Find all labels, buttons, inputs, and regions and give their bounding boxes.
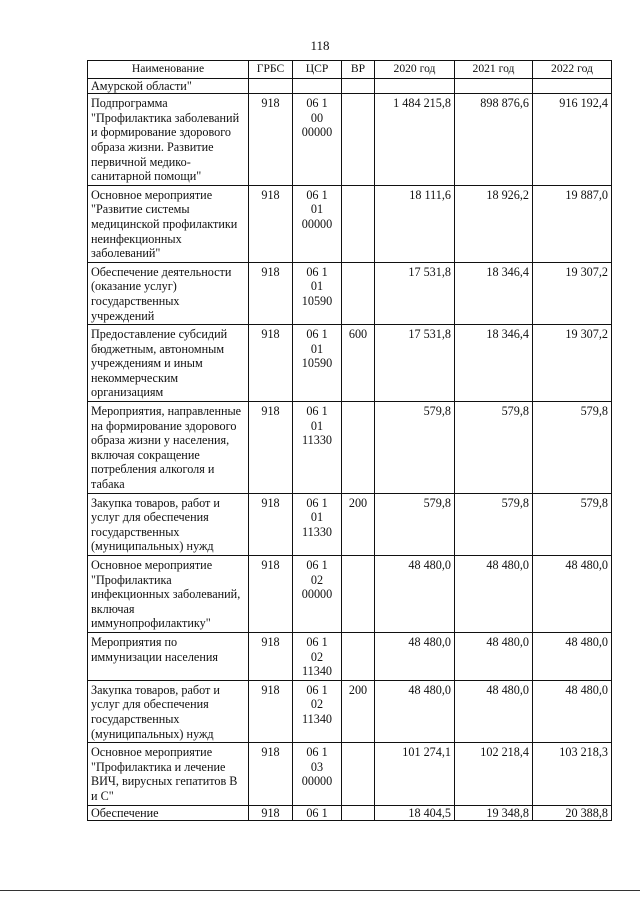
- cell-vr: 600: [342, 325, 375, 402]
- cell-name: Амурской области": [88, 78, 249, 94]
- cell-2020: 17 531,8: [375, 325, 455, 402]
- cell-grbs: 918: [249, 556, 293, 633]
- cell-csr: [293, 78, 342, 94]
- cell-name: Основное мероприятие "Развитие системы медицинской профилактики неинфекционных заболеваний": [88, 185, 249, 262]
- cell-2022: 48 480,0: [533, 556, 612, 633]
- cell-name: Закупка товаров, работ и услуг для обеспечения государственных (муниципальных) нужд: [88, 680, 249, 742]
- cell-vr: [342, 78, 375, 94]
- cell-name: Основное мероприятие "Профилактика и лечение ВИЧ, вирусных гепатитов В и С": [88, 743, 249, 805]
- cell-2022: 48 480,0: [533, 680, 612, 742]
- cell-grbs: 918: [249, 402, 293, 494]
- table-row: [88, 262, 612, 324]
- header-vr: ВР: [342, 61, 375, 79]
- table-header-row: [88, 61, 612, 79]
- cell-csr: 06 1: [293, 805, 342, 821]
- cell-2021: 18 926,2: [455, 185, 533, 262]
- cell-2022: 20 388,8: [533, 805, 612, 821]
- cell-name: Подпрограмма "Профилактика заболеваний и формирование здорового образа жизни. Развитие первичной медико-санитарной помощи": [88, 94, 249, 186]
- cell-csr: 06 1 01 11330: [293, 402, 342, 494]
- table-row: [88, 805, 612, 821]
- cell-2022: 19 887,0: [533, 185, 612, 262]
- table-row: [88, 493, 612, 555]
- cell-vr: [342, 94, 375, 186]
- cell-vr: [342, 632, 375, 680]
- table-row: [88, 94, 612, 186]
- cell-2021: 579,8: [455, 493, 533, 555]
- cell-2021: 18 346,4: [455, 262, 533, 324]
- cell-2020: 18 404,5: [375, 805, 455, 821]
- cell-2022: 103 218,3: [533, 743, 612, 805]
- cell-2021: 898 876,6: [455, 94, 533, 186]
- cell-grbs: 918: [249, 743, 293, 805]
- cell-csr: 06 1 01 11330: [293, 493, 342, 555]
- cell-2022: 19 307,2: [533, 262, 612, 324]
- cell-name: Мероприятия по иммунизации населения: [88, 632, 249, 680]
- cell-grbs: 918: [249, 680, 293, 742]
- cell-vr: [342, 262, 375, 324]
- cell-grbs: 918: [249, 325, 293, 402]
- cell-vr: 200: [342, 680, 375, 742]
- cell-2022: 48 480,0: [533, 632, 612, 680]
- cell-2021: 48 480,0: [455, 556, 533, 633]
- budget-table: [87, 60, 612, 821]
- table-row: [88, 402, 612, 494]
- cell-2021: 48 480,0: [455, 680, 533, 742]
- table-row: [88, 680, 612, 742]
- cell-vr: [342, 556, 375, 633]
- cell-2022: 579,8: [533, 402, 612, 494]
- cell-2020: 101 274,1: [375, 743, 455, 805]
- cell-grbs: 918: [249, 805, 293, 821]
- header-grbs: ГРБС: [249, 61, 293, 79]
- cell-2020: [375, 78, 455, 94]
- cell-2020: 48 480,0: [375, 556, 455, 633]
- cell-vr: [342, 402, 375, 494]
- cell-2020: 48 480,0: [375, 632, 455, 680]
- cell-name: Закупка товаров, работ и услуг для обеспечения государственных (муниципальных) нужд: [88, 493, 249, 555]
- cell-2020: 1 484 215,8: [375, 94, 455, 186]
- table-row: [88, 556, 612, 633]
- table-row: [88, 325, 612, 402]
- cell-2020: 579,8: [375, 402, 455, 494]
- page-bottom-rule: [0, 890, 640, 891]
- cell-2020: 48 480,0: [375, 680, 455, 742]
- cell-csr: 06 1 01 00000: [293, 185, 342, 262]
- cell-2022: 579,8: [533, 493, 612, 555]
- table-body: [88, 78, 612, 821]
- cell-2021: 102 218,4: [455, 743, 533, 805]
- cell-csr: 06 1 00 00000: [293, 94, 342, 186]
- cell-2021: 18 346,4: [455, 325, 533, 402]
- cell-2021: 579,8: [455, 402, 533, 494]
- cell-2021: 19 348,8: [455, 805, 533, 821]
- cell-vr: [342, 743, 375, 805]
- cell-csr: 06 1 02 11340: [293, 680, 342, 742]
- header-2022: 2022 год: [533, 61, 612, 79]
- cell-vr: 200: [342, 493, 375, 555]
- table-row: [88, 632, 612, 680]
- cell-2022: 916 192,4: [533, 94, 612, 186]
- table-row: [88, 185, 612, 262]
- cell-csr: 06 1 03 00000: [293, 743, 342, 805]
- header-csr: ЦСР: [293, 61, 342, 79]
- cell-2020: 579,8: [375, 493, 455, 555]
- cell-name: Основное мероприятие "Профилактика инфекционных заболеваний, включая иммунопрофилактику": [88, 556, 249, 633]
- cell-grbs: [249, 78, 293, 94]
- header-name: Наименование: [88, 61, 249, 79]
- cell-2020: 17 531,8: [375, 262, 455, 324]
- cell-2021: 48 480,0: [455, 632, 533, 680]
- cell-grbs: 918: [249, 94, 293, 186]
- cell-csr: 06 1 01 10590: [293, 325, 342, 402]
- cell-grbs: 918: [249, 493, 293, 555]
- cell-csr: 06 1 02 00000: [293, 556, 342, 633]
- cell-2021: [455, 78, 533, 94]
- cell-csr: 06 1 02 11340: [293, 632, 342, 680]
- cell-2022: 19 307,2: [533, 325, 612, 402]
- table-row: [88, 743, 612, 805]
- cell-grbs: 918: [249, 262, 293, 324]
- cell-name: Обеспечение деятельности (оказание услуг) государственных учреждений: [88, 262, 249, 324]
- page-number: 118: [310, 38, 330, 53]
- table-row: [88, 78, 612, 94]
- cell-csr: 06 1 01 10590: [293, 262, 342, 324]
- cell-grbs: 918: [249, 632, 293, 680]
- header-2020: 2020 год: [375, 61, 455, 79]
- cell-name: Обеспечение: [88, 805, 249, 821]
- cell-grbs: 918: [249, 185, 293, 262]
- cell-2022: [533, 78, 612, 94]
- cell-name: Мероприятия, направленные на формирование здорового образа жизни у населения, включая сокращение потребления алкоголя и табака: [88, 402, 249, 494]
- cell-2020: 18 111,6: [375, 185, 455, 262]
- cell-name: Предоставление субсидий бюджетным, автономным учреждениям и иным некоммерческим организациям: [88, 325, 249, 402]
- cell-vr: [342, 805, 375, 821]
- cell-vr: [342, 185, 375, 262]
- header-2021: 2021 год: [455, 61, 533, 79]
